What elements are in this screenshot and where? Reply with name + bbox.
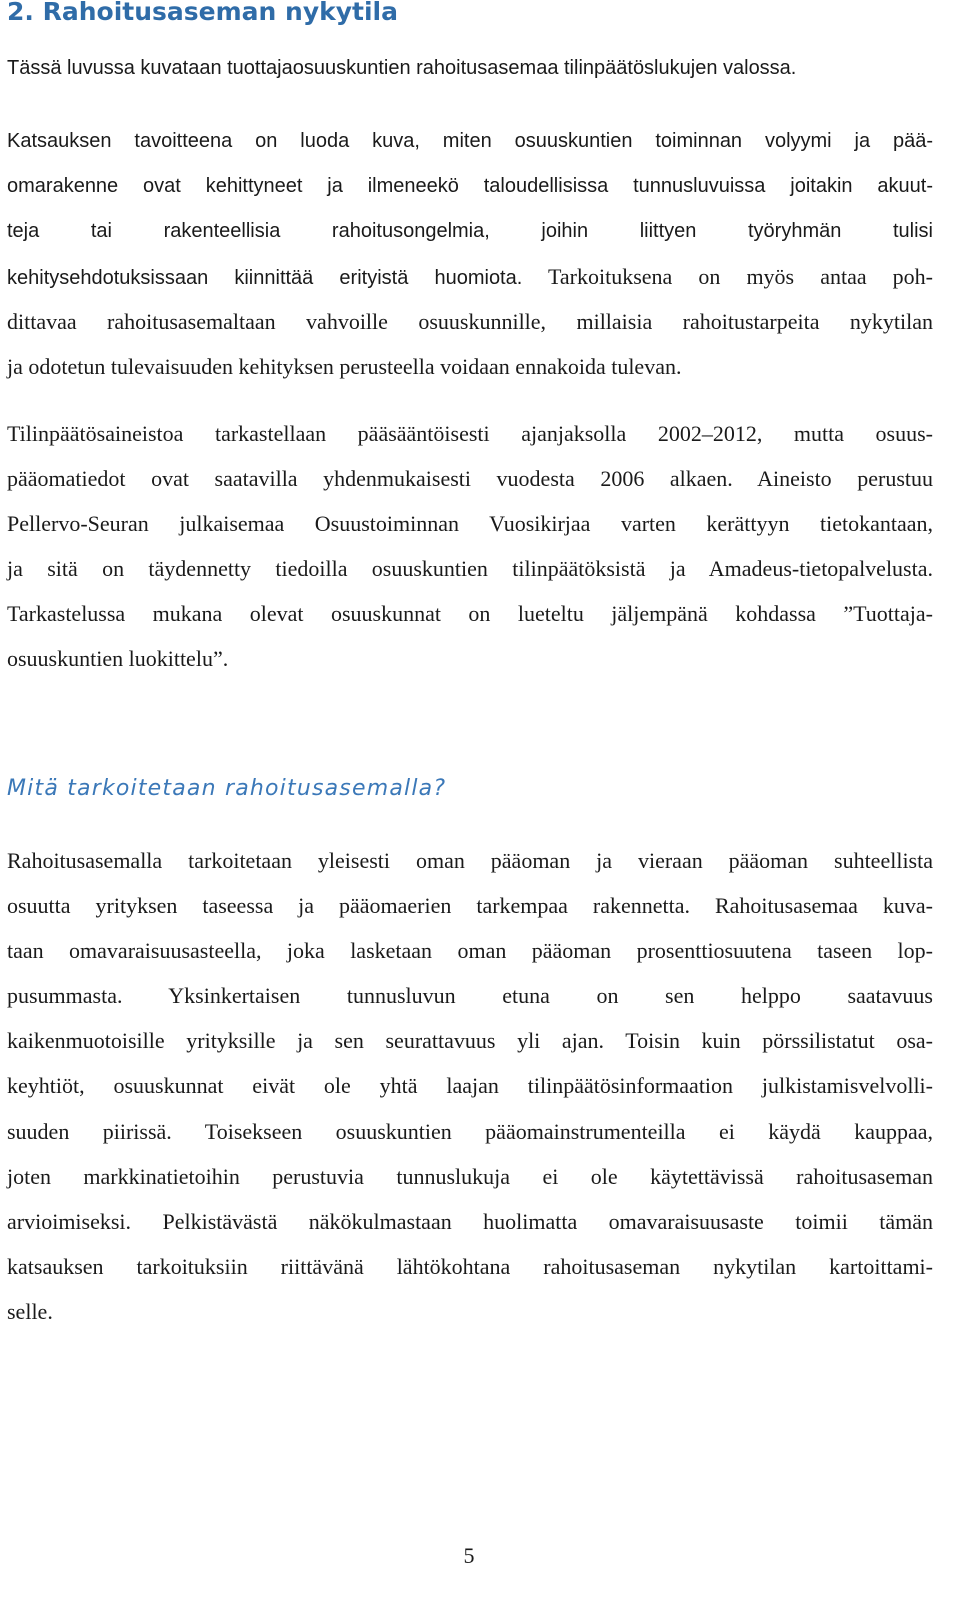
paragraph-3-line-5: kaikenmuotoisille yrityksille ja sen seurattavuus yli ajan. Toisin kuin pörssilistatut osa-: [7, 1028, 933, 1053]
paragraph-2-line-2: pääomatiedot ovat saatavilla yhdenmukaisesti vuodesta 2006 alkaen. Aineisto perustuu: [7, 466, 933, 491]
paragraph-3-line-4: pusummasta. Yksinkertaisen tunnusluvun etuna on sen helppo saatavuus: [7, 983, 933, 1008]
paragraph-1-line-2: Katsauksen tavoitteena on luoda kuva, miten osuuskuntien toiminnan volyymi ja pää-: [7, 130, 933, 152]
paragraph-1-line-6: dittavaa rahoitusasemaltaan vahvoille osuuskunnille, millaisia rahoitustarpeita nykytilan: [7, 309, 933, 334]
paragraph-3-line-2: osuutta yrityksen taseessa ja pääomaerien tarkempaa rakennetta. Rahoitusasemaa kuva-: [7, 893, 933, 918]
page-number: 5: [463, 1543, 475, 1568]
paragraph-3-line-10: katsauksen tarkoituksiin riittävänä lähtökohtana rahoitusaseman nykytilan kartoittami-: [7, 1254, 933, 1279]
paragraph-2-line-6: osuuskuntien luokittelu”.: [7, 646, 229, 671]
paragraph-3-line-6: keyhtiöt, osuuskunnat eivät ole yhtä laajan tilinpäätösinformaation julkistamisvelvolli-: [7, 1073, 933, 1098]
section-heading: 2. Rahoitusaseman nykytila: [7, 0, 398, 26]
paragraph-3-line-9: arvioimiseksi. Pelkistävästä näkökulmastaan huolimatta omavaraisuusaste toimii tämän: [7, 1209, 933, 1234]
paragraph-2-line-5: Tarkastelussa mukana olevat osuuskunnat on lueteltu jäljempänä kohdassa ”Tuottaja-: [7, 601, 933, 626]
paragraph-2-line-3: Pellervo-Seuran julkaisemaa Osuustoiminnan Vuosikirjaa varten kerättyyn tietokantaan,: [7, 511, 933, 536]
paragraph-2-line-4: ja sitä on täydennetty tiedoilla osuuskuntien tilinpäätöksistä ja Amadeus-tietopalvelusta.: [7, 556, 933, 581]
subsection-heading: Mitä tarkoitetaan rahoitusasemalla?: [7, 776, 447, 801]
paragraph-3-line-8: joten markkinatietoihin perustuvia tunnuslukuja ei ole käytettävissä rahoitusaseman: [7, 1164, 933, 1189]
paragraph-1-line-3: omarakenne ovat kehittyneet ja ilmeneekö taloudellisissa tunnusluvuissa joitakin akuut-: [7, 175, 933, 197]
paragraph-1-line-5-end: Tarkoituksena on myös antaa poh-: [547, 264, 933, 289]
paragraph-1-line-7: ja odotetun tulevaisuuden kehityksen perusteella voidaan ennakoida tulevan.: [7, 354, 682, 379]
paragraph-1-line-1: Tässä luvussa kuvataan tuottajaosuuskuntien rahoitusasemaa tilinpäätöslukujen valossa.: [7, 57, 797, 79]
paragraph-2-line-1: Tilinpäätösaineistoa tarkastellaan pääsääntöisesti ajanjaksolla 2002–2012, mutta osuus-: [7, 421, 933, 446]
paragraph-3-line-1: Rahoitusasemalla tarkoitetaan yleisesti oman pääoman ja vieraan pääoman suhteellista: [7, 848, 933, 873]
paragraph-1-line-4: teja tai rakenteellisia rahoitusongelmia, joihin liittyen työryhmän tulisi: [7, 220, 933, 242]
paragraph-1-line-5: [7, 262, 933, 293]
paragraph-3-line-11: selle.: [7, 1299, 53, 1324]
paragraph-3-line-3: taan omavaraisuusasteella, joka lasketaan oman pääoman prosenttiosuutena taseen lop-: [7, 938, 933, 963]
paragraph-1-line-5-start: kehitysehdotuksissaan kiinnittää erityistä huomiota.: [7, 267, 523, 289]
paragraph-3-line-7: suuden piirissä. Toisekseen osuuskuntien pääomainstrumenteilla ei käydä kauppaa,: [7, 1119, 933, 1144]
